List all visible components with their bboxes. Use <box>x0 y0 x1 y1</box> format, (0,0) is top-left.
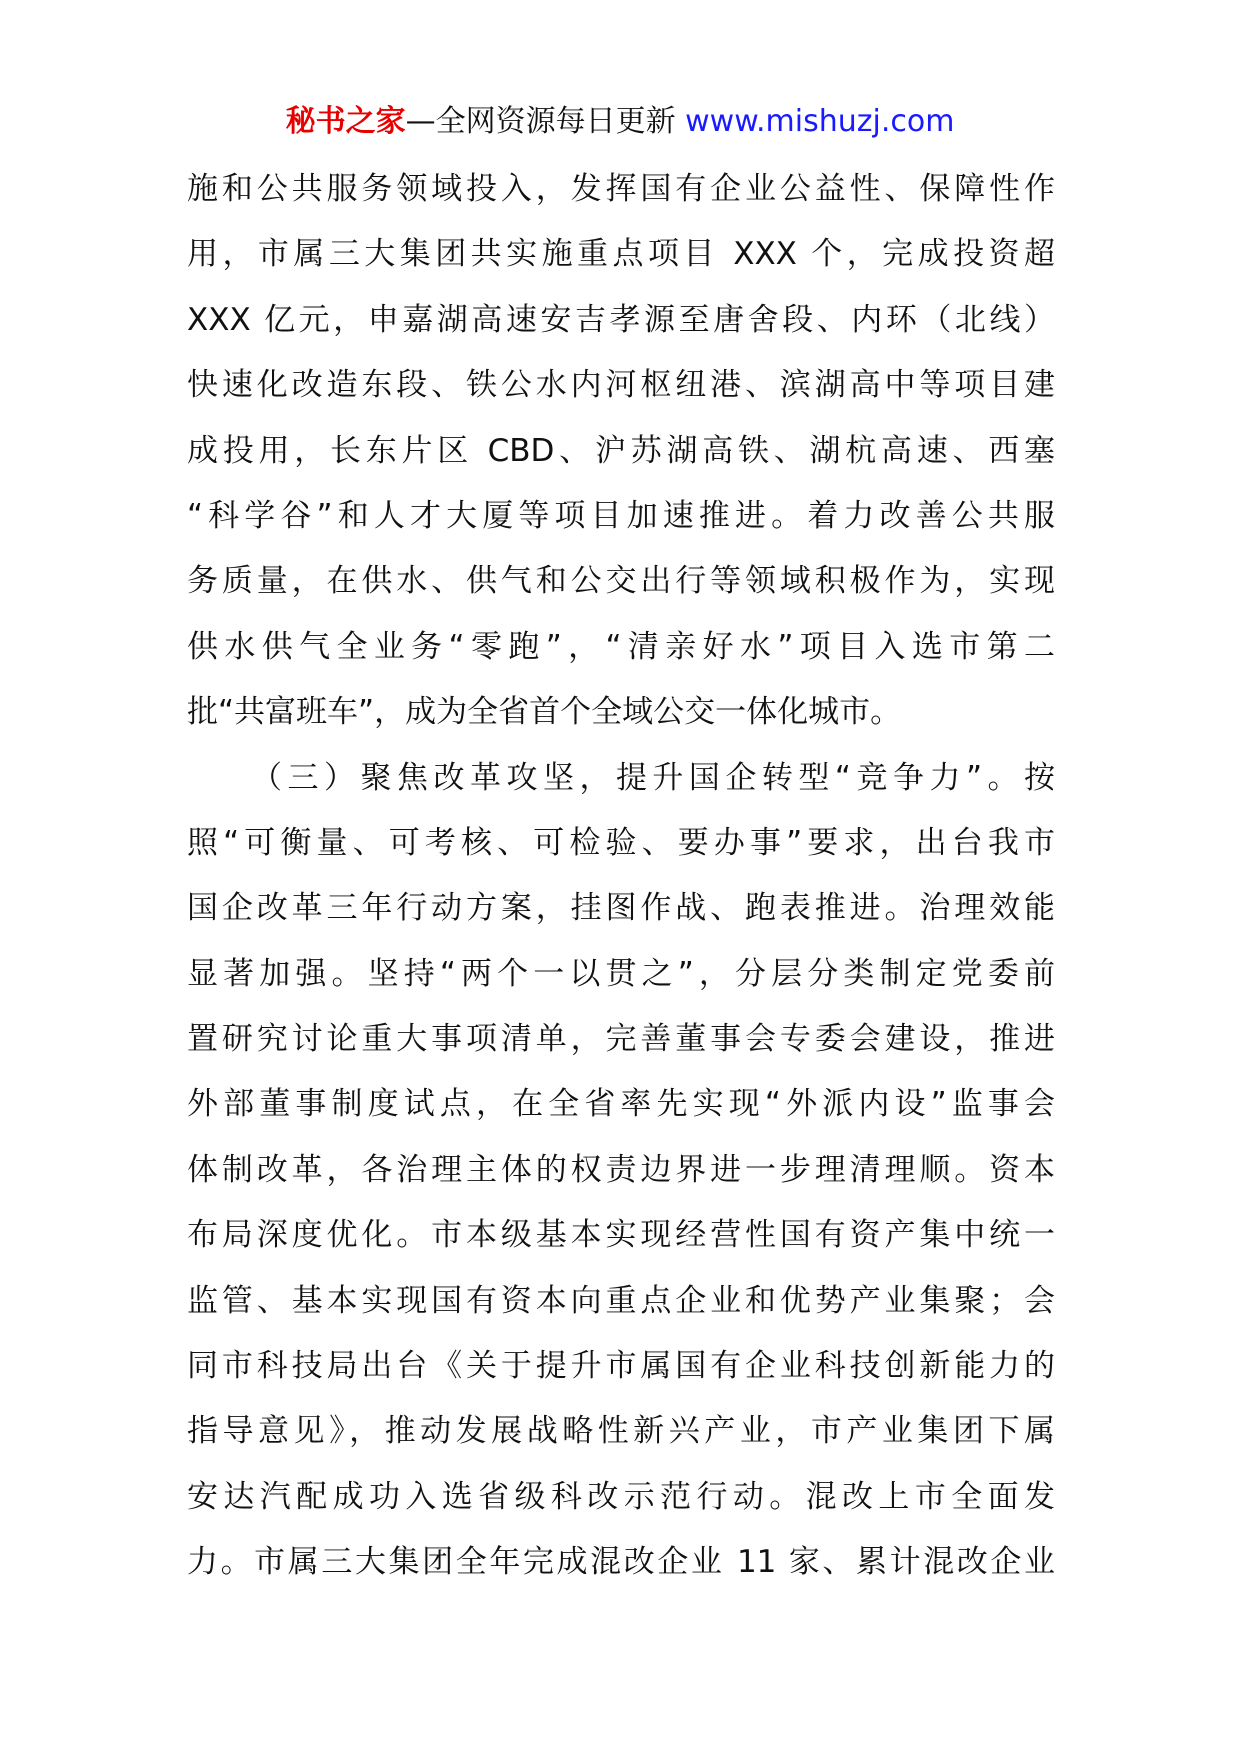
section-heading-line: （三）聚焦改革攻坚，提升国企转型“竞争力”。按 <box>251 759 1055 796</box>
text-line: 快速化改造东段、铁公水内河枢纽港、滨湖高中等项目建 <box>187 367 1055 404</box>
text-line: 监管、基本实现国有资本向重点企业和优势产业集聚；会 <box>187 1282 1055 1319</box>
body-text <box>187 157 1055 1596</box>
page-header <box>0 100 1240 144</box>
text-line: 国企改革三年行动方案，挂图作战、跑表推进。治理效能 <box>187 890 1055 927</box>
text-line: 供水供气全业务“零跑”，“清亲好水”项目入选市第二 <box>187 628 1055 665</box>
paragraph-end-line: 批“共富班车”，成为全省首个全域公交一体化城市。 <box>187 694 902 731</box>
header-tagline: —全网资源每日更新 <box>405 104 686 139</box>
website-link[interactable]: www.mishuzj.com <box>685 104 955 139</box>
text-line: 布局深度优化。市本级基本实现经营性国有资产集中统一 <box>187 1217 1055 1254</box>
brand-name: 秘书之家 <box>285 104 406 139</box>
text-line: 显著加强。坚持“两个一以贯之”，分层分类制定党委前 <box>187 955 1055 992</box>
text-line: 用，市属三大集团共实施重点项目 XXX 个，完成投资超 <box>187 236 1055 273</box>
text-line: “科学谷”和人才大厦等项目加速推进。着力改善公共服 <box>187 497 1055 534</box>
text-line: 施和公共服务领域投入，发挥国有企业公益性、保障性作 <box>187 171 1055 207</box>
text-line: 体制改革，各治理主体的权责边界进一步理清理顺。资本 <box>187 1151 1055 1188</box>
text-line: XXX 亿元，申嘉湖高速安吉孝源至唐舍段、内环（北线） <box>187 301 1055 338</box>
text-line: 安达汽配成功入选省级科改示范行动。混改上市全面发 <box>187 1478 1055 1515</box>
text-line: 成投用，长东片区 CBD、沪苏湖高铁、湖杭高速、西塞 <box>187 432 1055 469</box>
text-line: 务质量，在供水、供气和公交出行等领域积极作为，实现 <box>187 563 1055 600</box>
text-line: 同市科技局出台《关于提升市属国有企业科技创新能力的 <box>187 1348 1055 1385</box>
text-line: 置研究讨论重大事项清单，完善董事会专委会建设，推进 <box>187 1021 1055 1058</box>
text-line: 力。市属三大集团全年完成混改企业 11 家、累计混改企业 <box>187 1544 1055 1581</box>
text-line: 指导意见》，推动发展战略性新兴产业，市产业集团下属 <box>187 1413 1055 1450</box>
text-line: 照“可衡量、可考核、可检验、要办事”要求，出台我市 <box>187 824 1055 861</box>
text-line: 外部董事制度试点，在全省率先实现“外派内设”监事会 <box>187 1086 1055 1123</box>
